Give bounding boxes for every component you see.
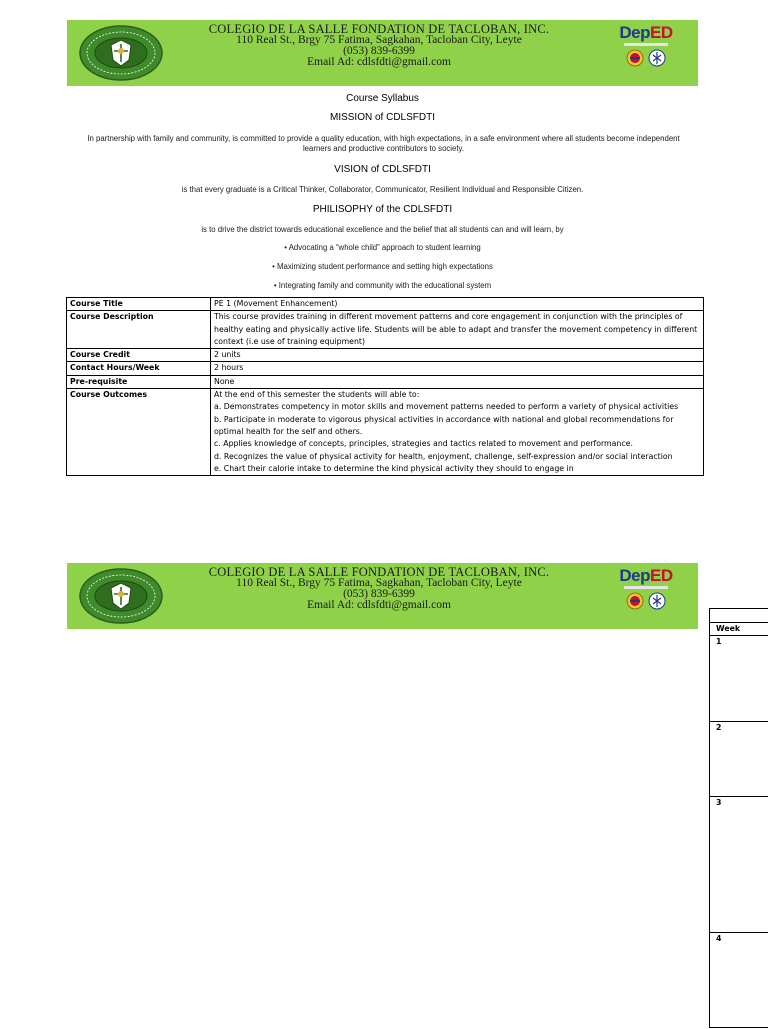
course-description-label: Course Description [67, 311, 211, 349]
school-name: COLEGIO DE LA SALLE FONDATION DE TACLOBAN, INC. [208, 22, 550, 36]
course-outcomes-label: Course Outcomes [67, 389, 211, 476]
week-cell: 4 [710, 932, 768, 1029]
table-row [67, 349, 704, 362]
letterhead-text [164, 24, 594, 68]
outcome-line: At the end of this semester the students will able to: [214, 390, 420, 400]
philosophy-bullet: • Integrating family and community with the educational system [273, 281, 492, 290]
course-description-value: This course provides training in different movement patterns and core engagement in conjunction with the principles of healthy eating and physically active life. Students will be able to adapt and transfer the movement competency in different context (i.e use of training equipment) [211, 311, 704, 349]
philosophy-text: is to drive the district towards educational excellence and the belief that all students can and will learn, by [201, 225, 564, 234]
course-credit-label: Course Credit [67, 349, 211, 362]
letterhead-banner [67, 20, 698, 86]
mission-text: In partnership with family and community, is committed to provide a quality education, with high expectations, in a safe environment where all students become independent learners and productive contributors to society. [87, 134, 680, 153]
deped-seal-icon [648, 592, 666, 610]
school-logo-icon [78, 24, 164, 82]
school-address: 110 Real St., Brgy 75 Fatima, Sagkahan, Tacloban City, Leyte [236, 577, 522, 589]
philippine-seal-icon [626, 49, 644, 67]
syllabus-title: Course Syllabus [346, 93, 419, 104]
table-row [67, 311, 704, 349]
deped-subtitle-bar [624, 43, 668, 46]
letterhead-banner-page2 [67, 563, 698, 629]
school-email: Email Ad: cdlsfdti@gmail.com [307, 56, 451, 68]
contact-hours-label: Contact Hours/Week [67, 362, 211, 375]
outcome-line: e. Chart their calorie intake to determine the kind physical activity they should to engage in [214, 463, 574, 473]
week-table [709, 608, 768, 1028]
philippine-seal-icon [626, 592, 644, 610]
deped-wordmark: DepED [619, 566, 673, 585]
outcome-line: b. Participate in moderate to vigorous physical activities in accordance with national and global recommendations for optimal health for the self and others. [214, 414, 674, 436]
outcome-line: d. Recognizes the value of physical activity for health, enjoyment, challenge, self-expression and/or social interaction [214, 451, 673, 461]
table-row [67, 389, 704, 476]
week-cell: 3 [710, 796, 768, 932]
vision-text: is that every graduate is a Critical Thinker, Collaborator, Communicator, Resilient Individual and Responsible Citizen. [181, 185, 584, 194]
school-phone: (053) 839-6399 [343, 45, 415, 57]
prerequisite-label: Pre-requisite [67, 375, 211, 388]
philosophy-heading: PHILISOPHY of the CDLSFDTI [312, 204, 453, 215]
deped-seal-icon [648, 49, 666, 67]
school-logo-icon [78, 567, 164, 625]
outcome-line: c. Applies knowledge of concepts, principles, strategies and tactics related to movement and performance. [214, 439, 633, 449]
table-row [67, 375, 704, 388]
contact-hours-value: 2 hours [211, 362, 704, 375]
week-cell: 2 [710, 721, 768, 796]
school-email: Email Ad: cdlsfdti@gmail.com [307, 599, 451, 611]
deped-logo [616, 567, 676, 625]
letterhead-text [164, 567, 594, 611]
prerequisite-value: None [211, 375, 704, 388]
course-title-value: PE 1 (Movement Enhancement) [211, 298, 704, 311]
vision-heading: VISION of CDLSFDTI [334, 164, 431, 175]
school-address: 110 Real St., Brgy 75 Fatima, Sagkahan, Tacloban City, Leyte [236, 34, 522, 46]
table-row [67, 362, 704, 375]
week-header: Week [710, 622, 768, 636]
deped-wordmark: DepED [619, 23, 673, 42]
philosophy-bullet: • Advocating a “whole child” approach to student learning [284, 243, 481, 252]
outcome-line: a. Demonstrates competency in motor skills and movement patterns needed to perform a variety of physical activities [214, 402, 679, 412]
course-info-table [66, 297, 704, 476]
mission-heading: MISSION of CDLSFDTI [329, 112, 435, 123]
course-credit-value: 2 units [211, 349, 704, 362]
school-phone: (053) 839-6399 [343, 588, 415, 600]
course-title-label: Course Title [67, 298, 211, 311]
philosophy-bullet: • Maximizing student performance and setting high expectations [272, 262, 493, 271]
table-row [67, 298, 704, 311]
week-cell: 1 [710, 635, 768, 721]
deped-subtitle-bar [624, 586, 668, 589]
course-outcomes-value [211, 389, 704, 476]
deped-logo [616, 24, 676, 82]
school-name: COLEGIO DE LA SALLE FONDATION DE TACLOBAN, INC. [208, 565, 550, 579]
